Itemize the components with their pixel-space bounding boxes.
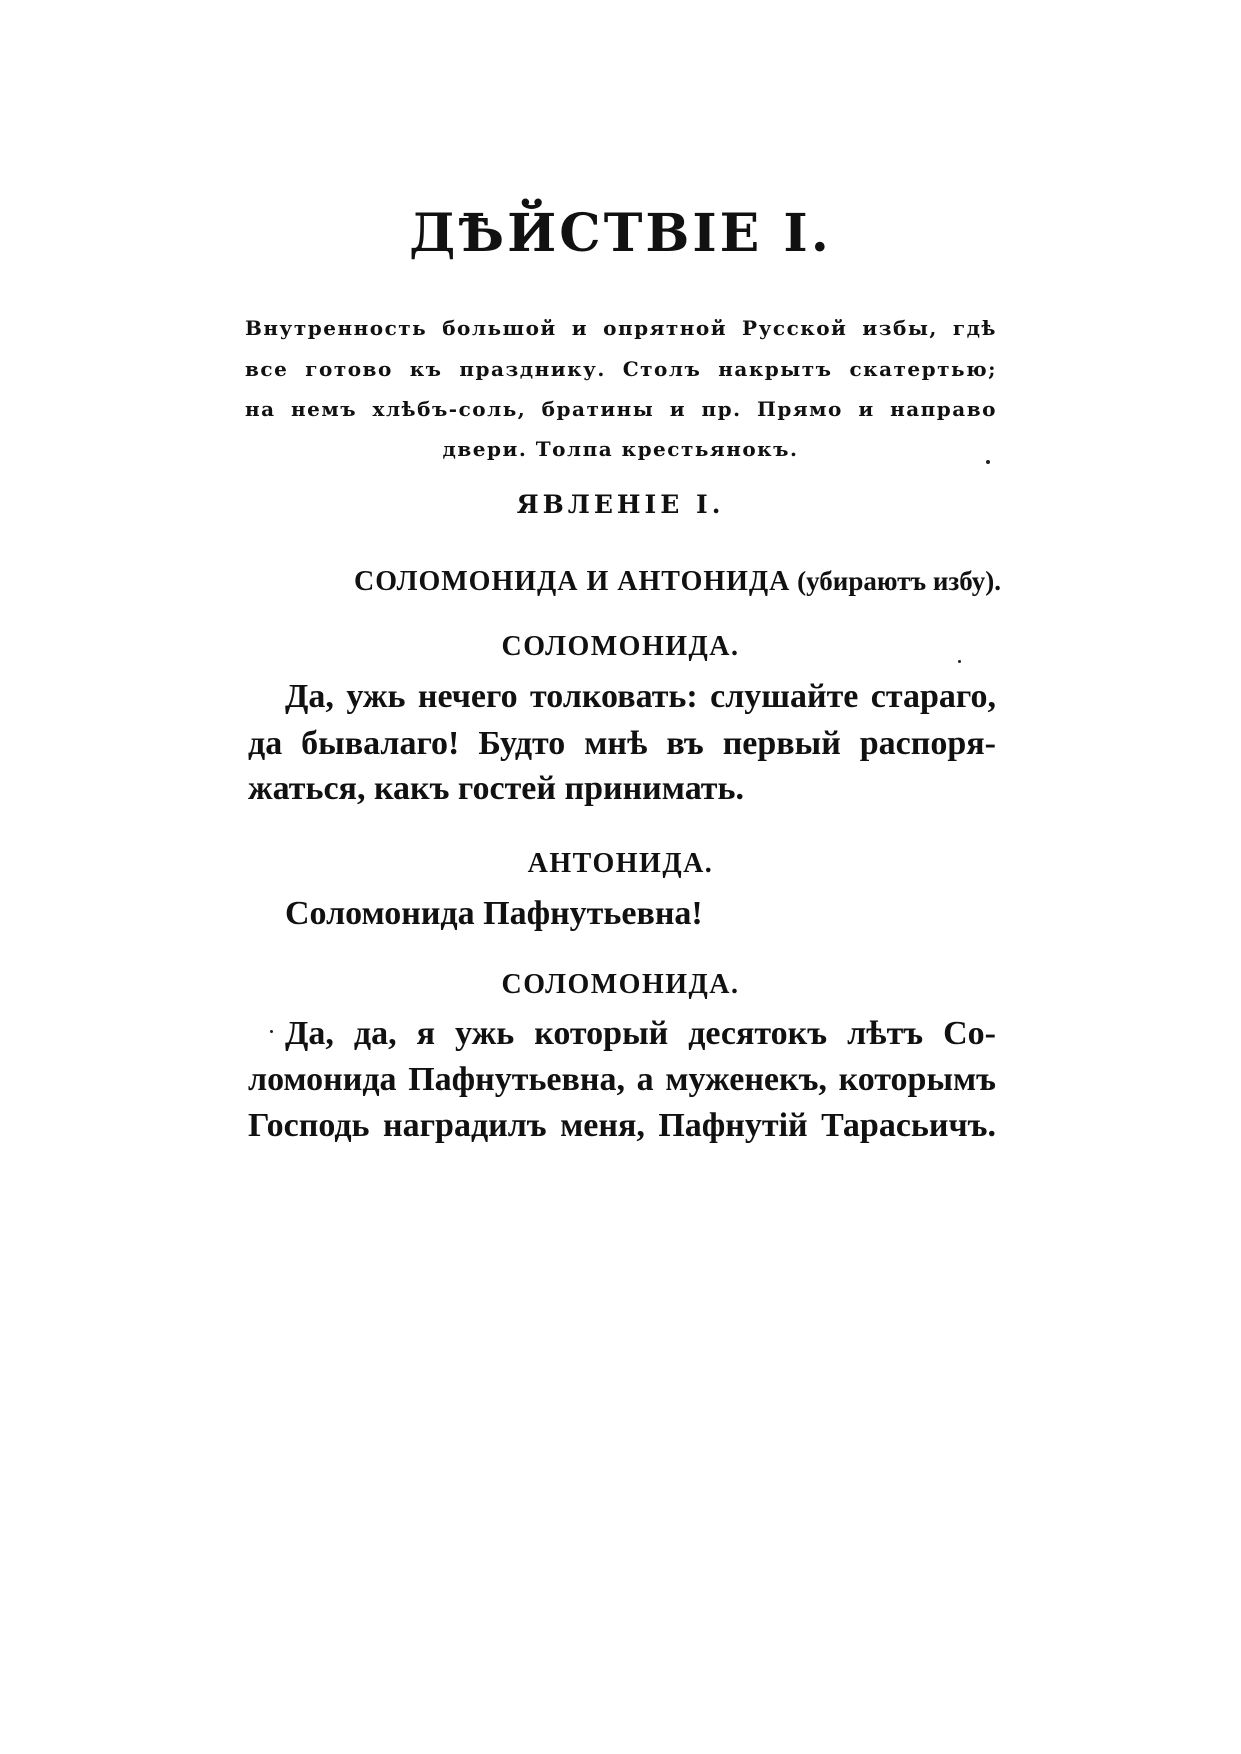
ink-speck [270, 1030, 273, 1033]
stage-direction-line: на немъ хлѣбъ-соль, братины и пр. Прямо и направо [245, 397, 997, 421]
stage-direction-line: все готово къ празднику. Столъ накрытъ скатертью; [245, 357, 997, 381]
stage-direction-line: Внутренность большой и опрятной Русской избы, гдѣ [245, 316, 997, 340]
stage-direction-line: двери. Толпа крестьянокъ. [442, 437, 799, 461]
dialogue-line: Да, ужь нечего толковать: слушайте стараго, [285, 678, 996, 715]
act-title: ДѢЙСТВІЕ I. [409, 203, 832, 264]
dialogue-line: да бывалаго! Будто мнѣ въ первый распоря- [248, 725, 996, 762]
speaker-name: АНТОНИДА. [527, 848, 714, 879]
dialogue-line: жаться, какъ гостей принимать. [248, 770, 744, 807]
dialogue-line: Соломонида Пафнутьевна! [285, 895, 703, 932]
speaker-name: СОЛОМОНИДА. [501, 631, 740, 662]
ink-speck [986, 460, 990, 464]
scene-characters [354, 568, 1001, 596]
speaker-name: СОЛОМОНИДА. [501, 969, 740, 1000]
dialogue-line: Господь наградилъ меня, Пафнутій Тарасьичъ. [248, 1107, 996, 1144]
character-action: (убираютъ избу). [790, 566, 1001, 596]
dialogue-line: Да, да, я ужь который десятокъ лѣтъ Со- [285, 1015, 996, 1052]
dialogue-line: ломонида Пафнутьевна, а муженекъ, которымъ [248, 1061, 996, 1098]
character-names: СОЛОМОНИДА И АНТОНИДА [353, 566, 791, 597]
ink-speck [958, 660, 961, 663]
scene-title: ЯВЛЕНІЕ I. [516, 490, 725, 519]
